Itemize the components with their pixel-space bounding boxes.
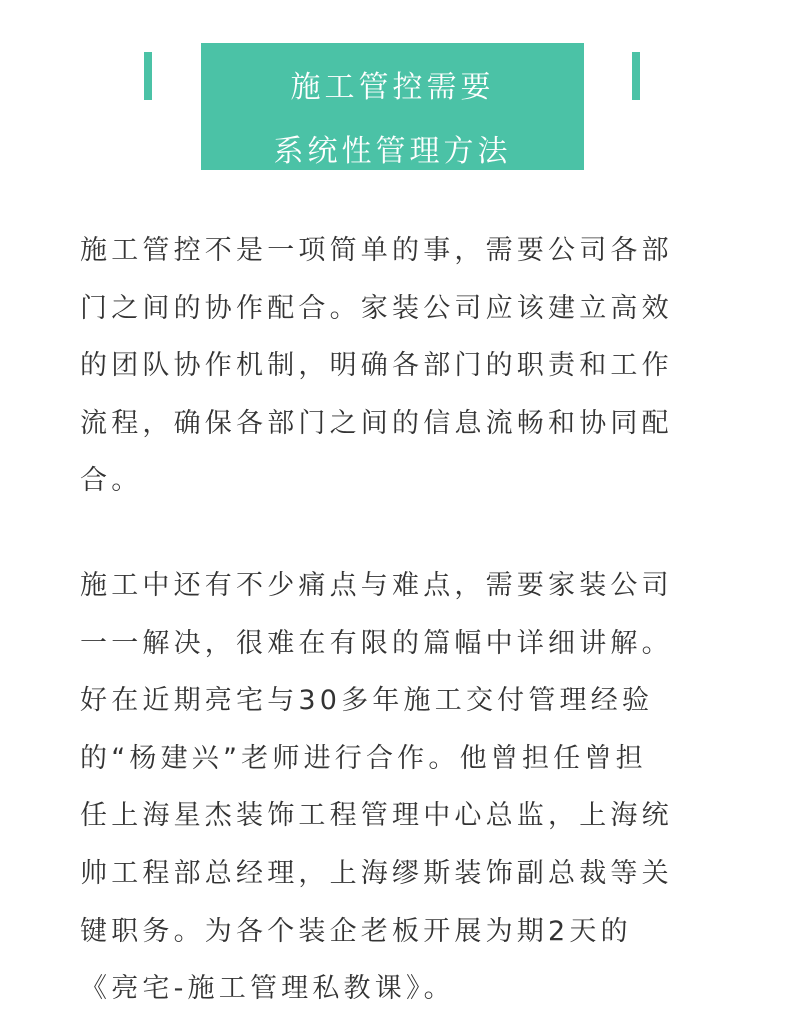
section-title-line-1: 施工管控需要 xyxy=(290,70,495,105)
section-title-banner xyxy=(201,43,584,170)
paragraph-line: 门之间的协作配合。家装公司应该建立高效 xyxy=(80,292,673,324)
paragraph-line: 施工管控不是一项简单的事，需要公司各部 xyxy=(80,235,673,266)
right-accent-bar xyxy=(632,52,640,100)
paragraph-line: 流程，确保各部门之间的信息流畅和协同配 xyxy=(80,407,673,439)
paragraph-line: 键职务。为各个装企老板开展为期2天的 xyxy=(80,915,632,947)
paragraph-line: 帅工程部总经理，上海缪斯装饰副总裁等关 xyxy=(80,857,673,889)
paragraph-teamwork xyxy=(80,222,700,510)
paragraph-line: 《亮宅-施工管理私教课》。 xyxy=(80,973,455,1005)
paragraph-line: 合。 xyxy=(80,465,143,497)
paragraph-line: 一一解决，很难在有限的篇幅中详细讲解。 xyxy=(80,627,673,659)
paragraph-line: 的“杨建兴”老师进行合作。他曾担任曾担 xyxy=(80,742,647,774)
paragraph-line: 好在近期亮宅与30多年施工交付管理经验 xyxy=(80,685,654,717)
section-title-line-2: 系统性管理方法 xyxy=(273,134,512,169)
paragraph-line: 的团队协作机制，明确各部门的职责和工作 xyxy=(80,350,673,382)
paragraph-course-intro xyxy=(80,557,700,1018)
paragraph-line: 施工中还有不少痛点与难点，需要家装公司 xyxy=(80,570,673,601)
left-accent-bar xyxy=(144,52,152,100)
paragraph-line: 任上海星杰装饰工程管理中心总监，上海统 xyxy=(80,800,673,832)
